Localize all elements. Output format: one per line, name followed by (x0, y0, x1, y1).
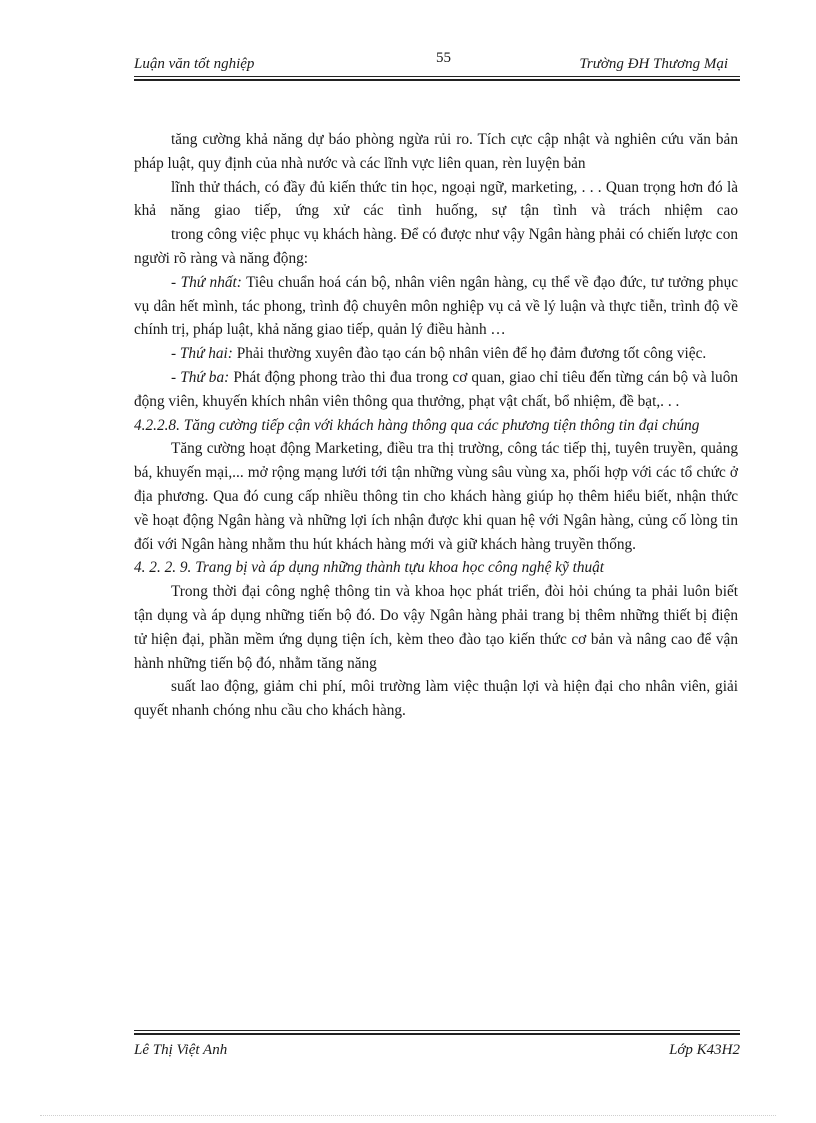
footer-author: Lê Thị Việt Anh (134, 1042, 228, 1058)
paragraph-skills-text: lĩnh thử thách, có đầy đủ kiến thức tin học, ngoại ngữ, marketing, . . . Quan trọng hơn đó là khả năng giao tiếp, ứng xử các tình huống, sự tận tình và trách nhiệm (134, 178, 738, 220)
page-bottom-border (40, 1115, 776, 1116)
list-item-third-text: Phát động phong trào thi đua trong cơ quan, giao chỉ tiêu đến từng cán bộ và luôn động viên, khuyến khích nhân viên thông qua thưởng, phạt vật chất, bổ nhiệm, đề bạt,. . . (134, 368, 738, 410)
header-university: Trường ĐH Thương Mại (579, 56, 728, 72)
list-item-third-label: - Thứ ba: (171, 368, 230, 386)
paragraph-productivity: suất lao động, giảm chi phí, môi trường làm việc thuận lợi và hiện đại cho nhân viên, giải quyết nhanh chóng nhu cầu cho khách hàng. (134, 678, 738, 720)
list-item-second (134, 342, 738, 366)
paragraph-risk-prevention: tăng cường khả năng dự báo phòng ngừa rủi ro. Tích cực cập nhật và nghiên cứu văn bản pháp luật, quy định của nhà nước và các lĩnh vực liên quan, rèn luyện bản (134, 131, 738, 172)
list-item-first-text: Tiêu chuẩn hoá cán bộ, nhân viên ngân hàng, cụ thể về đạo đức, tư tưởng phục vụ dân hết mình, tác phong, trình độ chuyên môn nghiệp vụ cả về lý luận và thực tiễn, trình độ về chính trị, pháp luật, khả năng giao tiếp, quản lý điều hành … (134, 273, 739, 339)
list-item-third (134, 366, 738, 414)
footer-divider (134, 1030, 740, 1035)
section-heading-4-2-2-9: 4. 2. 2. 9. Trang bị và áp dụng những thành tựu khoa học công nghệ kỹ thuật (134, 559, 605, 577)
paragraph-customer-service: trong công việc phục vụ khách hàng. Để có được như vậy Ngân hàng phải có chiến lược con người rõ ràng và năng động: (134, 226, 738, 267)
page-number: 55 (436, 50, 451, 66)
footer-class: Lớp K43H2 (669, 1042, 740, 1058)
section-heading-4-2-2-8: 4.2.2.8. Tăng cường tiếp cận với khách hàng thông qua các phương tiện thông tin đại chúng (134, 416, 700, 434)
paragraph-skills-tail: cao (716, 202, 738, 220)
list-item-first-label: - Thứ nhất: (171, 273, 242, 291)
paragraph-technology: Trong thời đại công nghệ thông tin và khoa học phát triển, đòi hỏi chúng ta phải luôn biết tận dụng và áp dụng những tiến bộ đó. Do vậy Ngân hàng phải trang bị thêm những thiết bị điện tử hiện đại, phần mềm ứng dụng tiện ích, kèm theo đào tạo kiến thức cơ bản và nâng cao để vận hành những tiến bộ đó, nhằm tăng năng (134, 583, 738, 672)
list-item-first (134, 271, 738, 342)
paragraph-skills (134, 176, 738, 224)
page-body (134, 128, 738, 723)
paragraph-marketing: Tăng cường hoạt động Marketing, điều tra thị trường, công tác tiếp thị, tuyên truyền, quảng bá, khuyến mại,... mở rộng mạng lưới tới tận những vùng sâu vùng xa, phối hợp với các tổ chức ở địa phương. Qua đó cung cấp nhiều thông tin cho khách hàng giúp họ thêm hiểu biết, nhận thức về hoạt động Ngân hàng và những lợi ích nhận được khi quan hệ với Ngân hàng, củng cố lòng tin đối với Ngân hàng nhằm thu hút khách hàng mới và giữ khách hàng truyền thống. (134, 440, 738, 553)
header-thesis-label: Luận văn tốt nghiệp (134, 56, 255, 72)
list-item-second-text: Phải thường xuyên đào tạo cán bộ nhân viên để họ đảm đương tốt công việc. (232, 345, 707, 363)
list-item-second-label: - Thứ hai: (171, 345, 233, 363)
header-divider (134, 76, 740, 81)
